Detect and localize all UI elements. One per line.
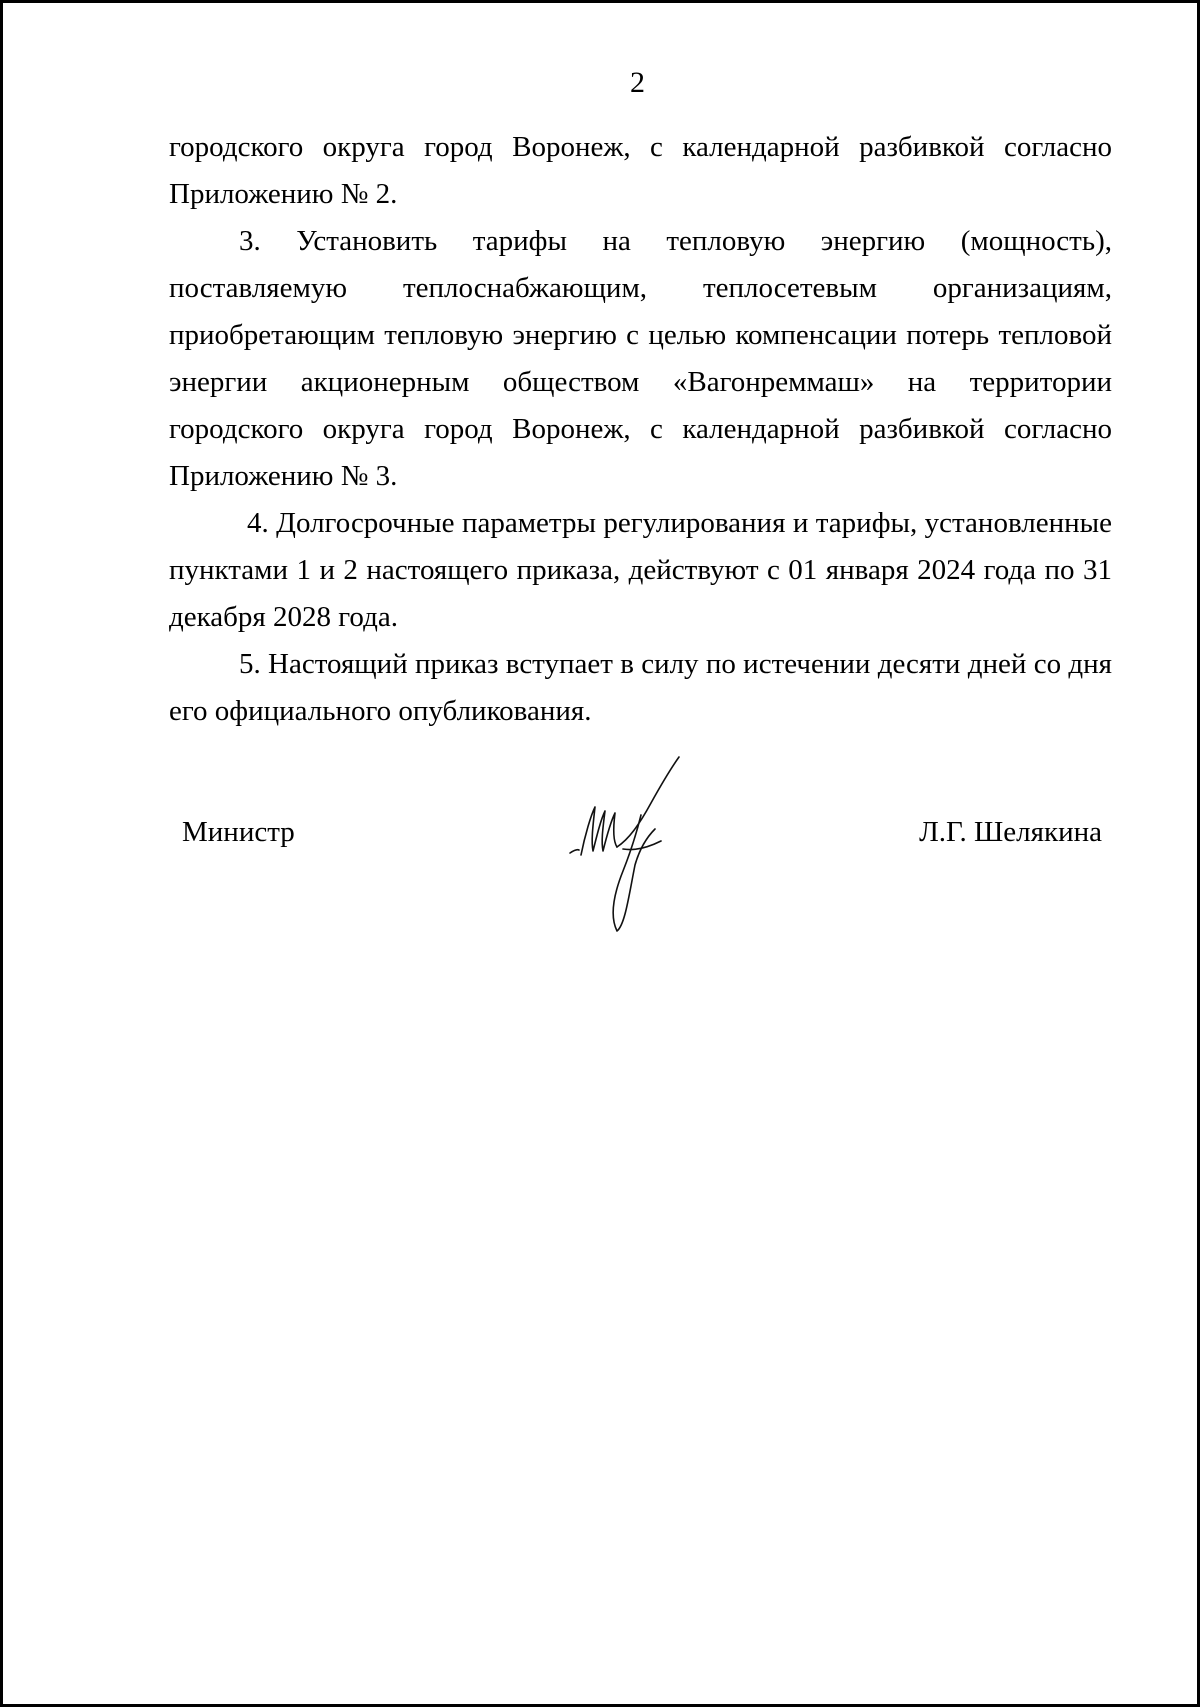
scan-border-top <box>0 0 1200 3</box>
paragraph-item-4: 4. Долгосрочные параметры регулирования и тарифы, установленные пунктами 1 и 2 настоящего приказа, действуют с 01 января 2024 года по 31 декабря 2028 года. <box>169 507 1112 633</box>
document-body <box>169 124 1112 735</box>
handwritten-signature <box>565 755 715 935</box>
paragraph-item-5: 5. Настоящий приказ вступает в силу по истечении десяти дней со дня его официального опубликования. <box>169 648 1112 727</box>
signatory-name: Л.Г. Шелякина <box>919 816 1102 848</box>
scan-border-left <box>0 0 3 1707</box>
signatory-position: Министр <box>182 816 295 848</box>
paragraph-continuation: городского округа город Воронеж, с календарной разбивкой согласно Приложению № 2. <box>169 131 1112 210</box>
page-number: 2 <box>630 66 645 99</box>
paragraph-item-3: 3. Установить тарифы на тепловую энергию (мощность), поставляемую теплоснабжающим, теплосетевым организациям, приобретающим тепловую энергию с целью компенсации потерь тепловой энергии акционерным обществом «Вагонреммаш» на территории городского округа город Воронеж, с календарной разбивкой согласно Приложению № 3. <box>169 225 1112 492</box>
